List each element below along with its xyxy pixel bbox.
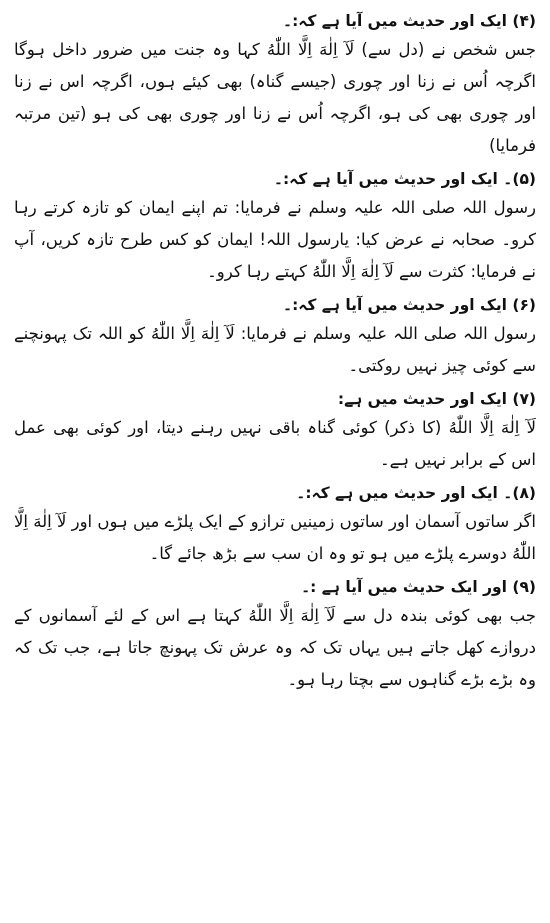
section-heading: (۴) ایک اور حدیث میں آیا ہے کہ:۔ — [282, 12, 536, 30]
section-heading: (۹) اور ایک حدیث میں آیا ہے :۔ — [301, 578, 536, 596]
section-heading: (۵)۔ ایک اور حدیث میں آیا ہے کہ:۔ — [273, 170, 536, 188]
section-heading: (۸)۔ ایک اور حدیث میں ہے کہ:۔ — [296, 484, 536, 502]
section-paragraph: جب بھی کوئی بندہ دل سے لَآ اِلٰهَ اِلَّا اللّٰهُ کہتا ہے اس کے لئے آسمانوں کے دروازے کھل جاتے ہیں یہاں تک کہ وہ عرش تک پہونچ جاتا ہے، جب تک کہ وہ بڑے بڑے گناہوں سے بچتا رہا ہو۔ — [14, 606, 536, 689]
section-paragraph: رسول اللہ صلی اللہ علیہ وسلم نے فرمایا: لَآ اِلٰهَ اِلَّا اللّٰهُ کو اللہ تک پہونچنے سے کوئی چیز نہیں روکتی۔ — [14, 324, 536, 375]
section-heading: (۷) ایک اور حدیث میں ہے: — [337, 390, 536, 408]
hadith-section-8 — [14, 480, 536, 570]
hadith-section-9 — [14, 574, 536, 696]
section-paragraph: جس شخص نے (دل سے) لَآ اِلٰهَ اِلَّا اللّٰهُ کہا وہ جنت میں ضرور داخل ہوگا اگرچہ اُس نے زنا اور چوری (جیسے گناہ) بھی کیئے ہوں، اگرچہ اس نے زنا اور چوری بھی کی ہو، اگرچہ اُس نے زنا اور چوری بھی کی ہو (تین مرتبہ فرمایا) — [14, 40, 536, 155]
hadith-section-6 — [14, 292, 536, 382]
hadith-section-4 — [14, 8, 536, 162]
section-paragraph: رسول اللہ صلی اللہ علیہ وسلم نے فرمایا: تم اپنے ایمان کو تازہ کرتے رہا کرو۔ صحابہ نے عرض کیا: یارسول اللہ! ایمان کو کس طرح تازہ کریں، آپ نے فرمایا: کثرت سے لَآ اِلٰهَ اِلَّا اللّٰهُ کہتے رہا کرو۔ — [14, 198, 536, 281]
section-paragraph: لَآ اِلٰهَ اِلَّا اللّٰهُ (کا ذکر) کوئی گناہ باقی نہیں رہنے دیتا، اور کوئی بھی عمل اس کے برابر نہیں ہے۔ — [14, 418, 536, 469]
section-paragraph: اگر ساتوں آسمان اور ساتوں زمینیں ترازو کے ایک پلڑے میں ہوں اور لَآ اِلٰهَ اِلَّا اللّٰهُ دوسرے پلڑے میں ہو تو وہ ان سب سے بڑھ جائے گا۔ — [14, 512, 536, 563]
section-heading: (۶) ایک اور حدیث میں آیا ہے کہ:۔ — [282, 296, 536, 314]
hadith-section-5 — [14, 166, 536, 288]
hadith-section-7 — [14, 386, 536, 476]
